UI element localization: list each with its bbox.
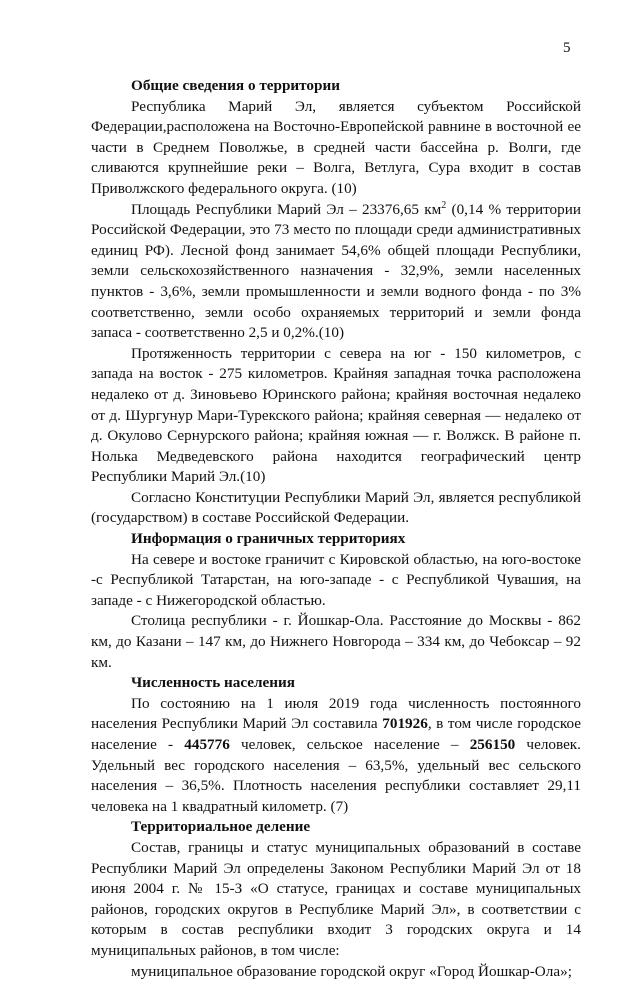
page-number: 5 — [563, 40, 571, 56]
population-text-c: человек, сельское население – — [229, 736, 470, 753]
paragraph-constitution: Согласно Конституции Республики Марий Эл, является республикой (государством) в составе Российской Федерации. — [91, 488, 581, 527]
heading-general: Общие сведения о территории — [131, 77, 340, 94]
paragraph-extent: Протяженность территории с севера на юг - 150 километров, с запада на восток - 275 километров. Крайняя западная точка расположена недалеко от д. Зиновьево Юринского района; крайняя восточная недалеко от д. Шургунур Мари-Турекского района; крайняя северная — недалеко от д. Окулово Сернурского района; крайняя южная — г. Волжск. В районе п. Нолька Медведевского района находится географический центр Республики Марий Эл.(10) — [91, 344, 581, 486]
paragraph-capital: Столица республики - г. Йошкар-Ола. Расстояние до Москвы - 862 км, до Казани – 147 км, до Нижнего Новгорода – 334 км, до Чебоксар – 92 км. — [91, 612, 581, 671]
paragraph-city-district: муниципальное образование городской округ «Город Йошкар-Ола»; — [131, 962, 572, 980]
area-text-start: Площадь Республики Марий Эл – 23376,65 км — [131, 200, 442, 218]
population-text-d: человек. Удельный вес городского населения – 63,5%, удельный вес сельского населения – 36,5%. Плотность населения республики составляет 29,11 человека на 1 квадратный километр. (7) — [91, 736, 581, 815]
paragraph-location: Республика Марий Эл, является субъектом Российской Федерации,расположена на Восточно-Европейской равнине в восточной ее части в Среднем Поволжье, в средней части бассейна р. Волги, где сливаются крупнейшие реки – Волга, Ветлуга, Сура входит в состав Приволжского федерального округа. (10) — [91, 97, 581, 197]
heading-territorial: Территориальное деление — [131, 818, 311, 836]
population-text-a: По состоянию на 1 июля 2019 года численность постоянного населения Республики Марий Эл составила — [91, 694, 581, 733]
paragraph-area — [91, 200, 581, 344]
area-text-end: (0,14 % территории Российской Федерации, это 73 место по площади среди административных единиц РФ). Лесной фонд занимает 54,6% общей площади Республики, земли сельскохозяйственного назначения - 32,9%, земли населенных пунктов - 3,6%, земли промышленности и земли водного фонда - по 3% соответственно, земли особо охраняемых территорий и земли фонда запаса - соответственно 2,5 и 0,2%.(10) — [91, 200, 581, 342]
heading-borders: Информация о граничных территориях — [131, 530, 406, 548]
population-urban: 445776 — [184, 736, 230, 753]
paragraph-population — [91, 694, 581, 818]
population-text-b: , в том числе городское население - — [91, 715, 582, 753]
population-rural: 256150 — [469, 736, 516, 753]
area-unit-superscript: 2 — [441, 199, 447, 211]
paragraph-municipal: Состав, границы и статус муниципальных образований в составе Республики Марий Эл определены Законом Республики Марий Эл от 18 июня 2004 г. № 15-З «О статусе, границах и составе муниципальных районов, городских округов в Республике Марий Эл», в соответствии с которым в состав республики входит 3 городских округа и 14 муниципальных районов, в том числе: — [91, 838, 581, 959]
paragraph-neighbors: На севере и востоке граничит с Кировской областью, на юго-востоке -с Республикой Татарстан, на юго-западе - с Республикой Чувашия, на западе - с Нижегородской областью. — [91, 550, 581, 609]
population-total: 701926 — [382, 715, 428, 733]
heading-population: Численность населения — [131, 674, 296, 692]
document-body — [91, 76, 581, 982]
